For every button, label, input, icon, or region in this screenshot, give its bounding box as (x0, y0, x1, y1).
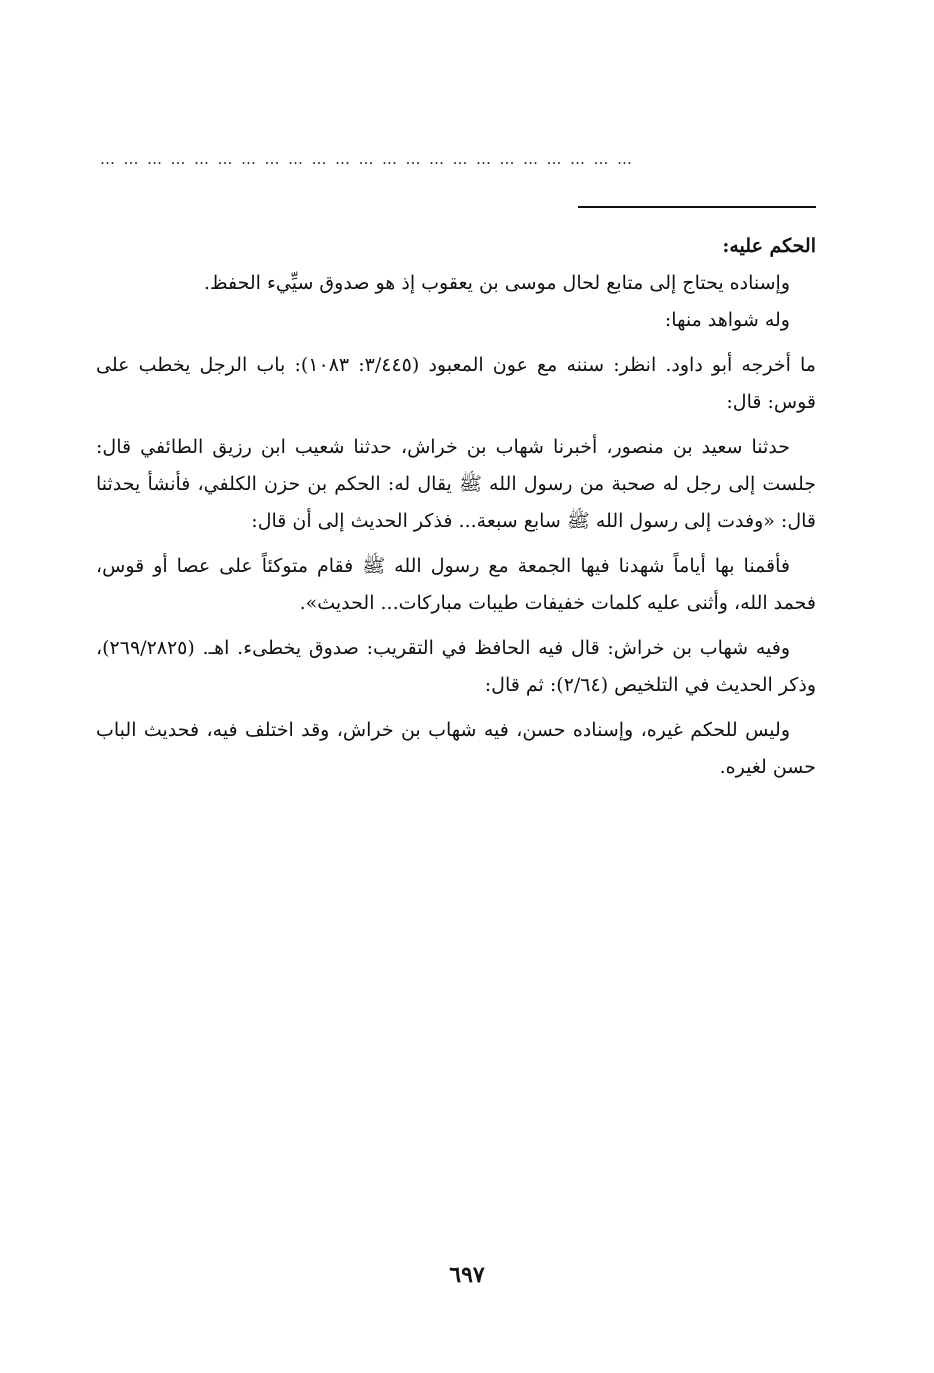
paragraph-abu-dawud: ما أخرجه أبو داود. انظر: سننه مع عون المعبود (٣/٤٤٥: ١٠٨٣): باب الرجل يخطب على قوس: قال: (96, 354, 816, 413)
paragraph-hadith-chain: حدثنا سعيد بن منصور، أخبرنا شهاب بن خراش، حدثنا شعيب ابن رزيق الطائفي قال: جلست إلى رجل له صحبة من رسول الله ﷺ يقال له: الحكم بن حزن الكلفي، فأنشأ يحدثنا قال: «وفدت إلى رسول الله ﷺ سابع سبعة... فذكر الحديث إلى أن قال: (96, 436, 816, 532)
dotted-separator: …………………………………………………………… (100, 150, 641, 168)
paragraph-shihab: وفيه شهاب بن خراش: قال فيه الحافظ في التقريب: صدوق يخطىء. اهـ. (٢٦٩/٢٨٢٥)، وذكر الحديث في التلخيص (٢/٦٤): ثم قال: (96, 637, 816, 696)
paragraph-conclusion: وليس للحكم غيره، وإسناده حسن، فيه شهاب بن خراش، وقد اختلف فيه، فحديث الباب حسن لغيره. (96, 719, 816, 778)
paragraph-shawahid: وله شواهد منها: (664, 309, 790, 331)
body-text (96, 228, 816, 786)
page-number: ٦٩٧ (449, 1262, 485, 1288)
footnote-rule (578, 206, 816, 208)
section-heading: الحكم عليه: (722, 235, 816, 257)
paragraph-isnad: وإسناده يحتاج إلى متابع لحال موسى بن يعقوب إذ هو صدوق سيِّيء الحفظ. (203, 272, 790, 294)
paragraph-hadith-text: فأقمنا بها أياماً شهدنا فيها الجمعة مع رسول الله ﷺ فقام متوكئاً على عصا أو قوس، فحمد الله، وأثنى عليه كلمات خفيفات طيبات مباركات... الحديث». (96, 555, 816, 614)
